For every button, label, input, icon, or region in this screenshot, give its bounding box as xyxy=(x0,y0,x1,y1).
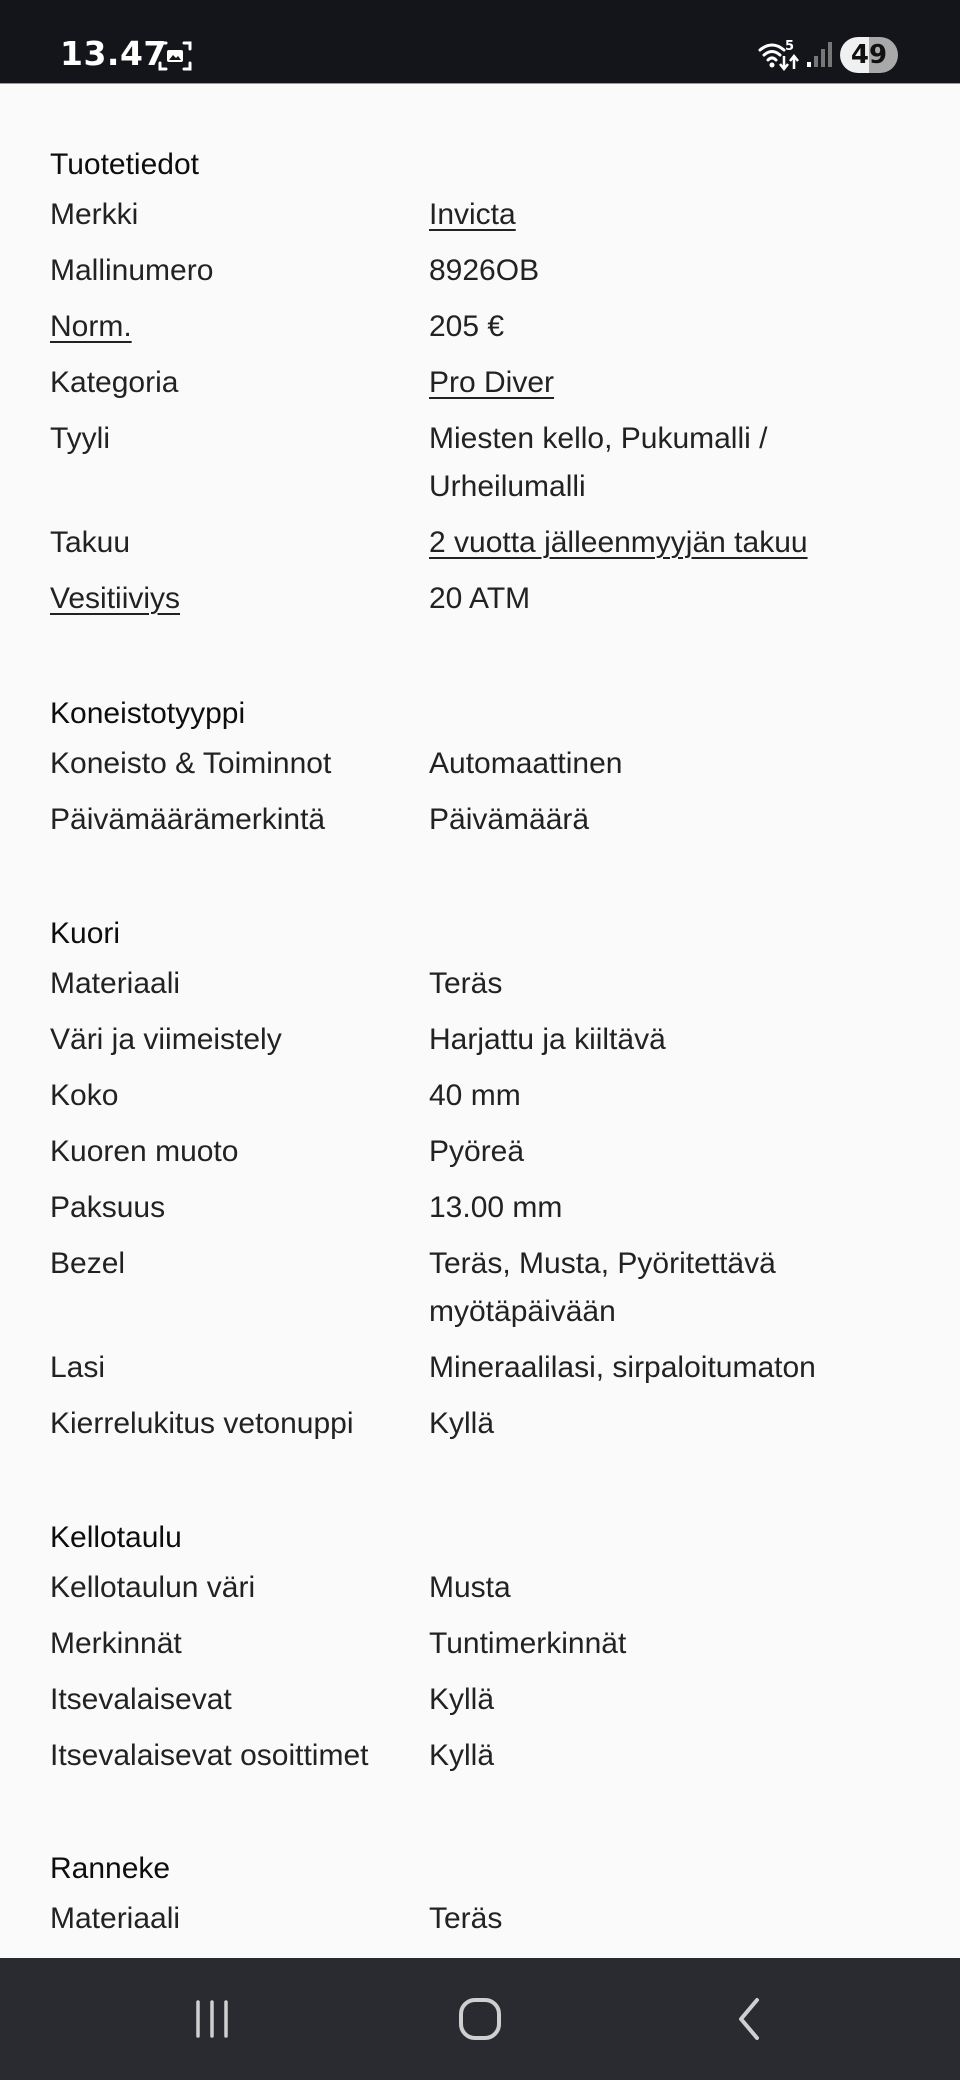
spec-label: Itsevalaisevat osoittimet xyxy=(50,1739,369,1772)
spec-label: Lasi xyxy=(50,1351,106,1384)
spec-row xyxy=(50,1564,930,1612)
recent-apps-icon xyxy=(192,1998,232,2040)
spec-value: 205 € xyxy=(429,310,505,343)
spec-value: Kyllä xyxy=(429,1739,495,1772)
battery-indicator: 49 xyxy=(840,37,898,73)
signal-icon xyxy=(805,40,835,68)
spec-value: Teräs xyxy=(429,1902,503,1935)
spec-value: Miesten kello, Pukumalli / Urheilumalli xyxy=(429,422,768,503)
spec-value: Tuntimerkinnät xyxy=(429,1627,627,1660)
spec-row xyxy=(50,740,930,788)
spec-label: Kellotaulun väri xyxy=(50,1571,256,1604)
spec-row xyxy=(50,1676,930,1724)
spec-label: Merkki xyxy=(50,198,139,231)
spec-row xyxy=(50,1072,930,1120)
spec-label: Materiaali xyxy=(50,967,181,1000)
spec-value: 13.00 mm xyxy=(429,1191,563,1224)
section-title: Kuori xyxy=(50,917,121,950)
spec-row xyxy=(50,1895,930,1943)
spec-label: Koko xyxy=(50,1079,119,1112)
spec-row xyxy=(50,960,930,1008)
section-title: Ranneke xyxy=(50,1852,171,1885)
spec-value: Automaattinen xyxy=(429,747,623,780)
spec-value: Päivämäärä xyxy=(429,803,590,836)
spec-row xyxy=(50,191,930,239)
status-time: 13.47 xyxy=(60,34,167,73)
status-bar xyxy=(0,0,960,84)
spec-value: Kyllä xyxy=(429,1683,495,1716)
brand-link[interactable]: Invicta xyxy=(429,198,516,231)
section-strap xyxy=(50,1843,930,1951)
spec-label: Päivämäärämerkintä xyxy=(50,803,326,836)
svg-text:5: 5 xyxy=(785,39,795,54)
spec-row xyxy=(50,1240,930,1336)
spec-row xyxy=(50,303,930,351)
recent-apps-button[interactable] xyxy=(182,1994,242,2044)
water-resistance-link[interactable]: Vesitiiviys xyxy=(50,582,181,615)
section-case xyxy=(50,908,930,1456)
spec-row xyxy=(50,575,930,623)
price-info-link[interactable]: Norm. xyxy=(50,310,132,343)
category-link[interactable]: Pro Diver xyxy=(429,366,555,399)
screenshot-icon xyxy=(158,40,192,72)
section-product-info xyxy=(50,139,930,631)
section-title: Tuotetiedot xyxy=(50,148,199,181)
back-button[interactable] xyxy=(720,1994,780,2044)
navigation-bar xyxy=(0,1958,960,2080)
spec-value: Kyllä xyxy=(429,1407,495,1440)
spec-row xyxy=(50,519,930,567)
spec-label: Mallinumero xyxy=(50,254,214,287)
spec-row xyxy=(50,1184,930,1232)
spec-row xyxy=(50,415,930,511)
spec-value: Harjattu ja kiiltävä xyxy=(429,1023,666,1056)
spec-row xyxy=(50,1016,930,1064)
spec-row xyxy=(50,1128,930,1176)
spec-label: Takuu xyxy=(50,526,131,559)
spec-label: Koneisto & Toiminnot xyxy=(50,747,332,780)
spec-value: Teräs xyxy=(429,967,503,1000)
spec-row xyxy=(50,359,930,407)
spec-label: Merkinnät xyxy=(50,1627,182,1660)
spec-label: Kierrelukitus vetonuppi xyxy=(50,1407,354,1440)
spec-label: Tyyli xyxy=(50,422,110,455)
spec-value: Pyöreä xyxy=(429,1135,525,1168)
spec-label: Itsevalaisevat xyxy=(50,1683,232,1716)
spec-row xyxy=(50,796,930,844)
spec-value: Teräs, Musta, Pyöritettävä myötäpäivään xyxy=(429,1247,776,1328)
spec-value: 20 ATM xyxy=(429,582,531,615)
home-icon xyxy=(458,1997,502,2041)
spec-row xyxy=(50,1344,930,1392)
spec-row xyxy=(50,1732,930,1780)
wifi-icon xyxy=(758,38,802,72)
home-button[interactable] xyxy=(450,1994,510,2044)
spec-row xyxy=(50,247,930,295)
spec-value: 40 mm xyxy=(429,1079,521,1112)
spec-label: Materiaali xyxy=(50,1902,181,1935)
product-specs xyxy=(0,84,960,1958)
spec-label: Kategoria xyxy=(50,366,179,399)
spec-value: Musta xyxy=(429,1571,511,1604)
spec-row xyxy=(50,1400,930,1448)
spec-label: Paksuus xyxy=(50,1191,166,1224)
section-title: Koneistotyyppi xyxy=(50,697,246,730)
spec-row xyxy=(50,1620,930,1668)
spec-value: 8926OB xyxy=(429,254,540,287)
spec-value: Mineraalilasi, sirpaloitumaton xyxy=(429,1351,816,1384)
back-icon xyxy=(735,1997,765,2041)
spec-label: Bezel xyxy=(50,1247,126,1280)
spec-label: Kuoren muoto xyxy=(50,1135,239,1168)
warranty-link[interactable]: 2 vuotta jälleenmyyjän takuu xyxy=(429,526,808,559)
section-dial xyxy=(50,1512,930,1788)
section-title: Kellotaulu xyxy=(50,1521,182,1554)
section-movement xyxy=(50,688,930,852)
spec-label: Väri ja viimeistely xyxy=(50,1023,282,1056)
